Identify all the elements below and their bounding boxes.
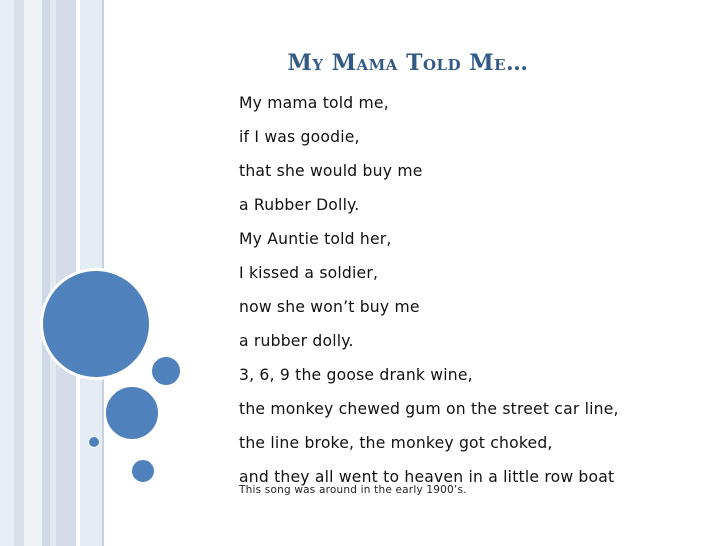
medium-circle bbox=[104, 385, 160, 441]
lyric-line: if I was goodie, bbox=[239, 128, 360, 146]
lyric-line: My Auntie told her, bbox=[239, 230, 392, 248]
lyric-line: the monkey chewed gum on the street car line, bbox=[239, 400, 619, 418]
stripe bbox=[42, 0, 50, 546]
lyric-line: My mama told me, bbox=[239, 94, 389, 112]
lyric-line: I kissed a soldier, bbox=[239, 264, 379, 282]
lyric-line: 3, 6, 9 the goose drank wine, bbox=[239, 366, 473, 384]
small-circle-lower bbox=[130, 458, 156, 484]
stripe bbox=[0, 0, 14, 546]
stripe bbox=[24, 0, 42, 546]
stripe bbox=[14, 0, 24, 546]
tiny-circle bbox=[88, 436, 100, 448]
large-circle bbox=[40, 268, 152, 380]
lyric-line: the line broke, the monkey got choked, bbox=[239, 434, 553, 452]
lyric-line: now she won’t buy me bbox=[239, 298, 420, 316]
lyric-line: and they all went to heaven in a little row boat bbox=[239, 468, 615, 486]
slide-title: My Mama Told Me… bbox=[287, 50, 529, 76]
footnote: This song was around in the early 1900’s. bbox=[239, 484, 467, 496]
small-circle bbox=[150, 355, 182, 387]
song-lyrics bbox=[239, 86, 709, 494]
lyric-line: a rubber dolly. bbox=[239, 332, 354, 350]
lyric-line: that she would buy me bbox=[239, 162, 423, 180]
lyric-line: a Rubber Dolly. bbox=[239, 196, 360, 214]
